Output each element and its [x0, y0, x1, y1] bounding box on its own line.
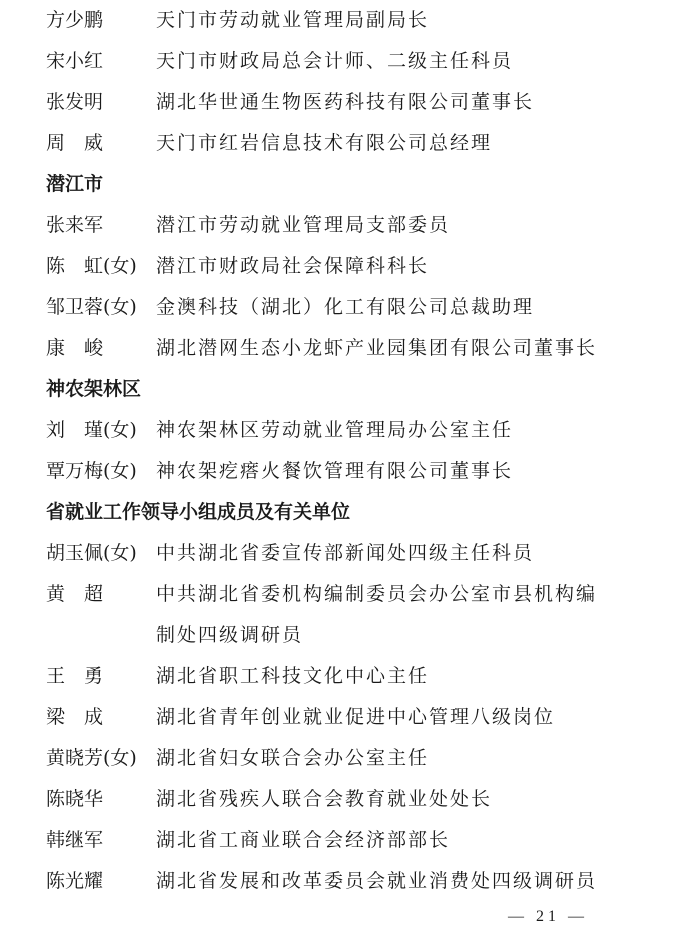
member-name: 王 勇	[46, 665, 104, 687]
member-row	[46, 246, 666, 287]
member-position: 制处四级调研员	[156, 624, 304, 646]
member-row	[46, 41, 666, 82]
section-heading-text: 潜江市	[46, 173, 104, 195]
member-position: 天门市劳动就业管理局副局长	[156, 9, 430, 31]
member-name: 宋小红	[46, 50, 104, 72]
member-name: 康 峻	[46, 337, 104, 359]
member-position: 湖北省职工科技文化中心主任	[156, 665, 430, 687]
member-name: 陈 虹(女)	[46, 255, 137, 277]
member-row	[46, 697, 666, 738]
member-position: 金澳科技（湖北）化工有限公司总裁助理	[156, 296, 535, 318]
member-row	[46, 820, 666, 861]
member-row	[46, 738, 666, 779]
member-name: 张发明	[46, 91, 104, 113]
member-position: 湖北省发展和改革委员会就业消费处四级调研员	[156, 870, 598, 892]
member-name: 梁 成	[46, 706, 104, 728]
member-row	[46, 861, 666, 902]
member-row	[46, 205, 666, 246]
member-list	[46, 0, 666, 902]
member-name: 陈光耀	[46, 870, 104, 892]
member-position: 中共湖北省委宣传部新闻处四级主任科员	[156, 542, 535, 564]
member-position: 湖北省妇女联合会办公室主任	[156, 747, 430, 769]
page-number: — 21 —	[508, 908, 588, 925]
member-position: 中共湖北省委机构编制委员会办公室市县机构编	[156, 583, 598, 605]
member-position: 湖北潜网生态小龙虾产业园集团有限公司董事长	[156, 337, 598, 359]
section-heading	[46, 492, 666, 533]
member-position: 湖北华世通生物医药科技有限公司董事长	[156, 91, 535, 113]
member-name: 邹卫蓉(女)	[46, 296, 137, 318]
member-name: 胡玉佩(女)	[46, 542, 137, 564]
section-heading-text: 神农架林区	[46, 378, 142, 400]
member-row	[46, 123, 666, 164]
member-name: 刘 瑾(女)	[46, 419, 137, 441]
member-position: 潜江市财政局社会保障科科长	[156, 255, 430, 277]
member-row	[46, 328, 666, 369]
section-heading-text: 省就业工作领导小组成员及有关单位	[46, 501, 351, 523]
member-name: 韩继军	[46, 829, 104, 851]
member-name: 黄 超	[46, 583, 104, 605]
member-row	[46, 451, 666, 492]
member-name: 覃万梅(女)	[46, 460, 137, 482]
member-row	[46, 410, 666, 451]
member-row	[46, 615, 666, 656]
member-row	[46, 287, 666, 328]
member-row	[46, 574, 666, 615]
member-row	[46, 779, 666, 820]
member-position: 天门市红岩信息技术有限公司总经理	[156, 132, 493, 154]
member-row	[46, 82, 666, 123]
section-heading	[46, 369, 666, 410]
member-name: 方少鹏	[46, 9, 104, 31]
member-name: 张来军	[46, 214, 104, 236]
member-row	[46, 533, 666, 574]
member-name: 陈晓华	[46, 788, 104, 810]
member-position: 神农架林区劳动就业管理局办公室主任	[156, 419, 514, 441]
member-position: 湖北省工商业联合会经济部部长	[156, 829, 451, 851]
member-row	[46, 656, 666, 697]
member-name: 周 威	[46, 132, 104, 154]
member-position: 天门市财政局总会计师、二级主任科员	[156, 50, 514, 72]
member-position: 湖北省残疾人联合会教育就业处处长	[156, 788, 493, 810]
member-name: 黄晓芳(女)	[46, 747, 137, 769]
member-position: 湖北省青年创业就业促进中心管理八级岗位	[156, 706, 556, 728]
member-row	[46, 0, 666, 41]
member-position: 神农架疙瘩火餐饮管理有限公司董事长	[156, 460, 514, 482]
member-position: 潜江市劳动就业管理局支部委员	[156, 214, 451, 236]
section-heading	[46, 164, 666, 205]
